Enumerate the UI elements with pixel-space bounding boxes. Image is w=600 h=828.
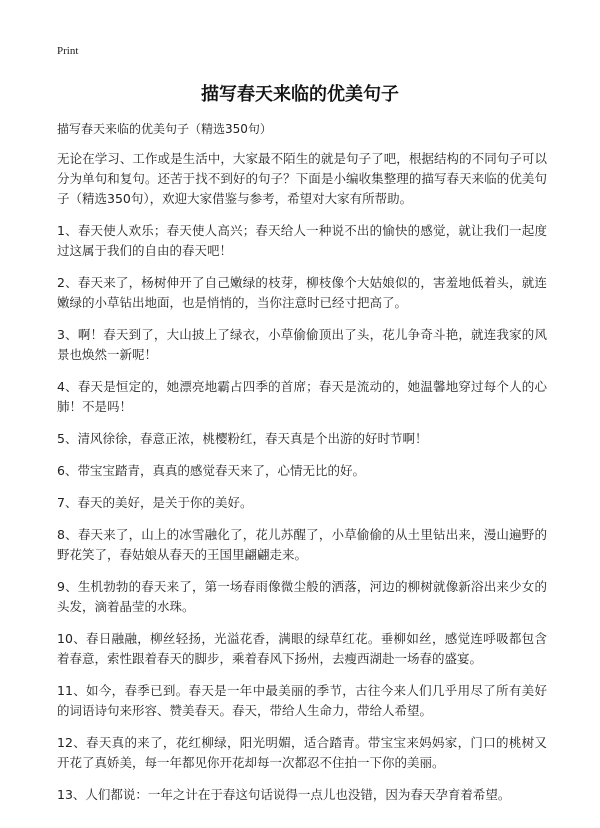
sentence-5: 5、清风徐徐，春意正浓，桃樱粉红，春天真是个出游的好时节啊！ (57, 431, 428, 446)
print-link[interactable]: Print (57, 45, 79, 57)
intro-paragraph: 无论在学习、工作或是生活中，大家最不陌生的就是句子了吧，根据结构的不同句子可以分为单句和复句。还苦于找不到好的句子？下面是小编收集整理的描写春天来临的优美句子（精选350句），欢迎大家借鉴与参考，希望对大家有所帮助。 (57, 151, 547, 206)
sentence-11: 11、如今，春季已到。春天是一年中最美丽的季节，古往今来人们几乎用尽了所有美好的词语诗句来形容、赞美春天。春天，带给人生命力，带给人希望。 (57, 683, 547, 718)
sentence-1: 1、春天使人欢乐；春天使人高兴；春天给人一种说不出的愉快的感觉，就让我们一起度过这属于我们的自由的春天吧！ (57, 223, 547, 258)
sentence-3: 3、啊！春天到了，大山披上了绿衣，小草偷偷顶出了头，花儿争奇斗艳，就连我家的风景也焕然一新呢！ (57, 327, 547, 362)
sentence-4: 4、春天是恒定的，她漂亮地霸占四季的首席；春天是流动的，她温馨地穿过每个人的心肺！不是吗！ (57, 379, 547, 414)
sentence-13: 13、人们都说：一年之计在于春这句话说得一点儿也没错，因为春天孕育着希望。 (57, 787, 511, 802)
sentence-6: 6、带宝宝踏青，真真的感觉春天来了，心情无比的好。 (57, 463, 365, 478)
page-subtitle: 描写春天来临的优美句子（精选350句） (57, 122, 272, 136)
sentence-2: 2、春天来了，杨树伸开了自己嫩绿的枝芽，柳枝像个大姑娘似的，害羞地低着头，就连嫩绿的小草钻出地面，也是悄悄的，当你注意时已经寸把高了。 (57, 275, 547, 310)
page-title: 描写春天来临的优美句子 (201, 84, 399, 105)
sentence-7: 7、春天的美好，是关于你的美好。 (57, 495, 253, 510)
sentence-9: 9、生机勃勃的春天来了，第一场春雨像微尘般的洒落，河边的柳树就像新浴出来少女的头发，滴着晶莹的水珠。 (57, 579, 547, 614)
sentence-10: 10、春日融融，柳丝轻扬，光溢花香，满眼的绿草红花。垂柳如丝，感觉连呼吸都包含着春意，索性跟着春天的脚步，乘着春风下扬州，去瘦西湖赴一场春的盛宴。 (57, 631, 547, 666)
sentence-12: 12、春天真的来了，花红柳绿，阳光明媚，适合踏青。带宝宝来妈妈家，门口的桃树又开花了真娇美，每一年都见你开花却每一次都忍不住拍一下你的美丽。 (57, 735, 547, 770)
sentence-8: 8、春天来了，山上的冰雪融化了，花儿苏醒了，小草偷偷的从土里钻出来，漫山遍野的野花笑了，春姑娘从春天的王国里翩翩走来。 (57, 527, 547, 562)
article-body (57, 149, 547, 817)
